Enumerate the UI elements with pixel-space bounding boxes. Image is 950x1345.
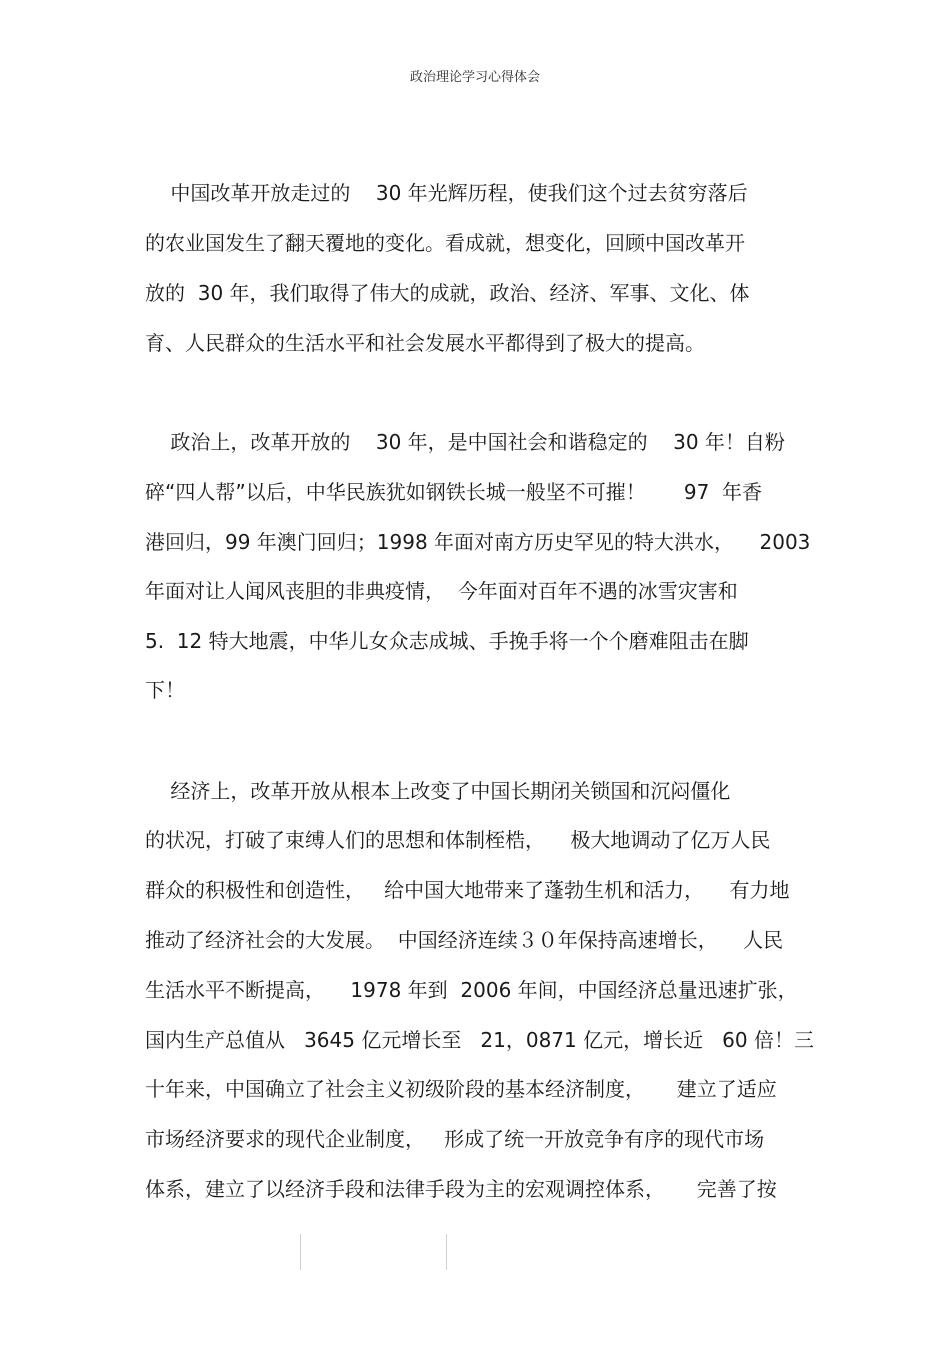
text-line: 十年来，中国确立了社会主义初级阶段的基本经济制度， 建立了适应 [145, 1077, 777, 1101]
text-line: 推动了经济社会的大发展。 中国经济连续３０年保持高速增长， 人民 [145, 928, 784, 952]
text-line: 经济上，改革开放从根本上改变了中国长期闭关锁国和沉闷僵化 [145, 779, 731, 803]
text-line: 政治上，改革开放的 30 年，是中国社会和谐稳定的 30 年！自粉 [145, 430, 785, 454]
text-line: 年面对让人闻风丧胆的非典疫情， 今年面对百年不遇的冰雪灾害和 [145, 579, 738, 603]
text-line: 的农业国发生了翻天覆地的变化。看成就，想变化，回顾中国改革开 [145, 231, 745, 255]
text-line: 育、人民群众的生活水平和社会发展水平都得到了极大的提高。 [145, 331, 705, 355]
text-line: 5. 12 特大地震，中华儿女众志成城、手挽手将一个个磨难阻击在脚 [145, 629, 749, 653]
text-line: 国内生产总值从 3645 亿元增长至 21，0871 亿元，增长近 60 倍！三 [145, 1028, 814, 1052]
text-line: 的状况，打破了束缚人们的思想和体制桎梏， 极大地调动了亿万人民 [145, 828, 771, 852]
text-line: 碎“四人帮”以后，中华民族犹如钢铁长城一般坚不可摧！ 97 年香 [145, 480, 763, 504]
text-line: 群众的积极性和创造性， 给中国大地带来了蓬勃生机和活力， 有力地 [145, 878, 790, 902]
page-header: 政治理论学习心得体会 [409, 70, 540, 85]
text-line: 放的 30 年，我们取得了伟大的成就，政治、经济、军事、文化、体 [145, 281, 750, 305]
text-line: 中国改革开放走过的 30 年光辉历程，使我们这个过去贫穷落后 [145, 181, 748, 205]
text-line: 体系，建立了以经济手段和法律手段为主的宏观调控体系， 完善了按 [145, 1177, 777, 1201]
footer-divider-right [446, 1234, 447, 1270]
text-line: 市场经济要求的现代企业制度， 形成了统一开放竞争有序的现代市场 [145, 1127, 765, 1151]
text-line: 下！ [145, 678, 185, 702]
text-line: 生活水平不断提高， 1978 年到 2006 年间，中国经济总量迅速扩张， [145, 978, 798, 1002]
footer-divider-left [300, 1234, 301, 1270]
text-line: 港回归，99 年澳门回归；1998 年面对南方历史罕见的特大洪水， 2003 [145, 530, 811, 554]
